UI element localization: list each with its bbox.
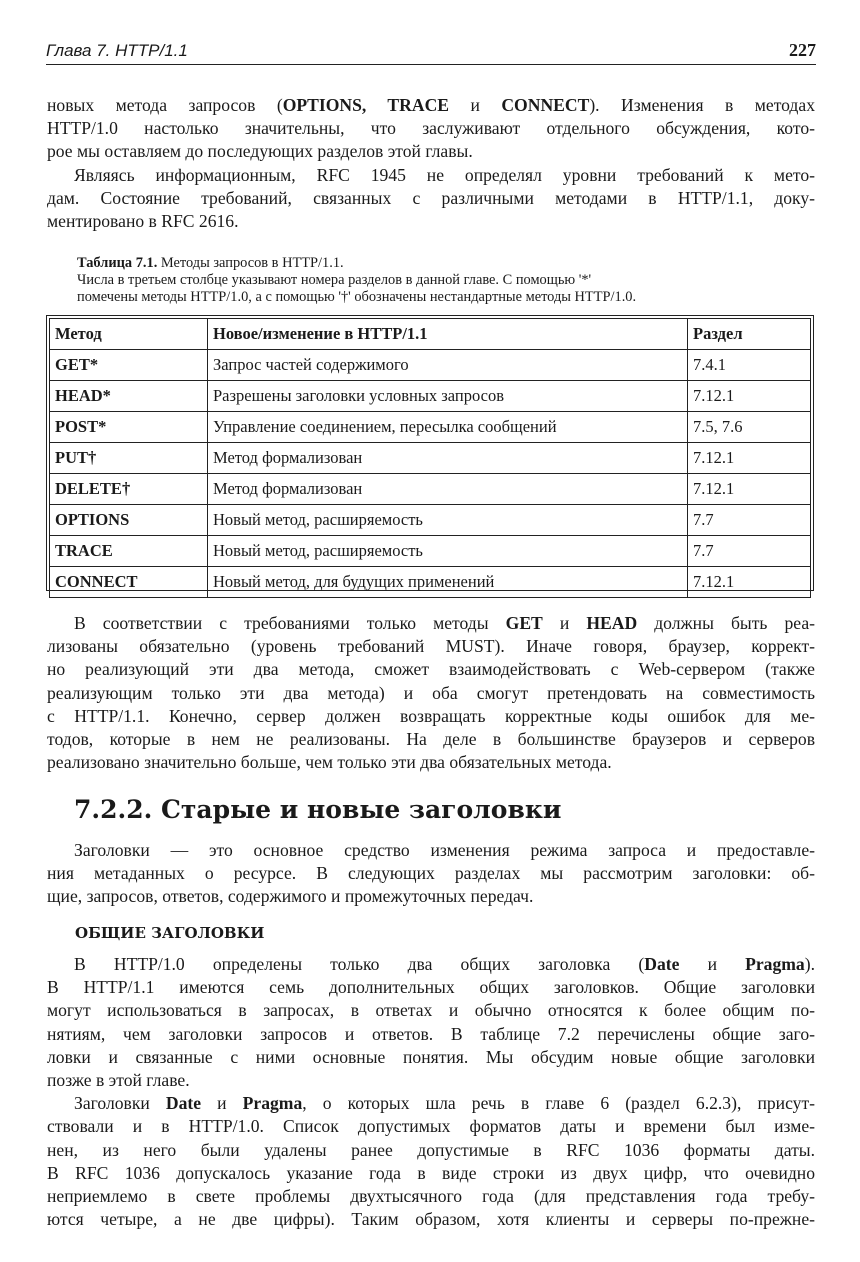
text-run: ). xyxy=(804,954,815,974)
bold-term: HEAD xyxy=(586,613,638,633)
text-run: В RFC 1036 допускалось указание года в виде строки из двух цифр, что очевидно xyxy=(47,1162,815,1183)
section-cell: 7.12.1 xyxy=(688,567,811,598)
chapter-title: Глава 7. HTTP/1.1 xyxy=(46,41,188,60)
header-section: Раздел xyxy=(688,319,811,350)
change-cell: Управление соединением, пересылка сообщений xyxy=(208,412,688,443)
text-run: тодов, которые в нем не реализованы. На деле в большинстве браузеров и серверов xyxy=(47,729,815,750)
change-cell: Разрешены заголовки условных запросов xyxy=(208,381,688,412)
text-line xyxy=(47,839,815,862)
text-run: могут использоваться в запросах, в ответах и обычно относятся к более общим по- xyxy=(47,1000,815,1021)
method-cell: GET* xyxy=(50,350,208,381)
text-line xyxy=(47,682,815,705)
change-cell: Новый метод, расширяемость xyxy=(208,505,688,536)
text-line xyxy=(47,862,815,885)
intro-paragraphs xyxy=(47,94,815,233)
text-run: дам. Состояние требований, связанных с различными методами в HTTP/1.1, доку- xyxy=(47,187,815,208)
text-run: реализующим только эти два метода) и оба смогут претендовать на совместимость xyxy=(47,682,815,703)
text-run: В HTTP/1.1 имеются семь дополнительных общих заголовков. Общие заголовки xyxy=(47,977,815,998)
text-run: ния метаданных о ресурсе. В следующих разделах мы рассмотрим заголовки: об- xyxy=(47,863,815,884)
method-cell: TRACE xyxy=(50,536,208,567)
table-row xyxy=(50,474,811,505)
text-run: Заголовки xyxy=(74,1093,166,1114)
text-line xyxy=(47,117,815,140)
section-cell: 7.7 xyxy=(688,536,811,567)
text-run: нен, из него были удалены ранее допустимые в RFC 1036 форматы даты. xyxy=(47,1139,815,1160)
section-cell: 7.12.1 xyxy=(688,443,811,474)
text-run: позже в этой главе. xyxy=(47,1070,190,1091)
text-line xyxy=(47,1139,815,1162)
section-cell: 7.5, 7.6 xyxy=(688,412,811,443)
text-run: Являясь информационным, RFC 1945 не определял уровни требований к мето- xyxy=(74,164,815,185)
text-line xyxy=(47,953,815,976)
text-run: и xyxy=(542,613,587,633)
table-row xyxy=(50,412,811,443)
bold-term: Pragma xyxy=(242,1093,303,1114)
change-cell: Новый метод, для будущих применений xyxy=(208,567,688,598)
methods-table xyxy=(49,318,811,598)
header-method: Метод xyxy=(50,319,208,350)
table-caption xyxy=(77,255,812,306)
method-cell: PUT† xyxy=(50,443,208,474)
text-line xyxy=(47,1092,815,1115)
bold-term: Pragma xyxy=(745,954,805,974)
text-line xyxy=(47,1046,815,1069)
text-line xyxy=(47,635,815,658)
text-run: и xyxy=(201,1093,243,1114)
text-run: HTTP/1.0 настолько значительны, что заслуживают отдельного обсуждения, кото- xyxy=(47,118,815,139)
table-row xyxy=(50,443,811,474)
text-run: нятиям, чем заголовки запросов и ответов. В таблице 7.2 перечислены общие заго- xyxy=(47,1023,815,1044)
text-line xyxy=(47,705,815,728)
section-cell: 7.12.1 xyxy=(688,381,811,412)
header-change: Новое/изменение в HTTP/1.1 xyxy=(208,319,688,350)
table-row xyxy=(50,350,811,381)
text-run: В HTTP/1.0 определены только два общих заголовка ( xyxy=(74,954,645,974)
bold-term: GET xyxy=(505,613,543,633)
text-line xyxy=(47,728,815,751)
text-line xyxy=(47,1208,815,1231)
section-cell: 7.7 xyxy=(688,505,811,536)
text-line xyxy=(47,1023,815,1046)
text-line xyxy=(47,140,815,163)
subsection-heading: ОБЩИЕ ЗАГОЛОВКИ xyxy=(75,924,265,942)
text-line xyxy=(47,187,815,210)
running-header xyxy=(46,36,816,65)
text-run: неприемлемо в свете проблемы двухтысячного года (для представления года требу- xyxy=(47,1186,815,1207)
table-caption-note-2: помечены методы HTTP/1.0, а с помощью '†' обозначены нестандартные методы HTTP/1.0. xyxy=(77,289,637,305)
table-row xyxy=(50,381,811,412)
text-line xyxy=(47,1115,815,1138)
text-run: должны быть реа- xyxy=(637,613,815,633)
section-heading: 7.2.2. Старые и новые заголовки xyxy=(74,795,562,824)
methods-table-frame xyxy=(46,315,814,591)
text-run: и xyxy=(679,954,746,974)
text-run: но реализующий эти два метода, сможет взаимодействовать с Web-сервером (также xyxy=(47,659,815,680)
text-run: ются четыре, а не две цифры). Таким образом, хотя клиенты и серверы по-прежне- xyxy=(47,1209,815,1230)
text-line xyxy=(47,1185,815,1208)
text-line xyxy=(47,164,815,187)
table-caption-title: Методы запросов в HTTP/1.1. xyxy=(157,255,344,271)
text-line xyxy=(47,1069,815,1092)
method-cell: CONNECT xyxy=(50,567,208,598)
requirements-paragraph xyxy=(47,612,815,774)
method-cell: HEAD* xyxy=(50,381,208,412)
text-run: реализовано значительно больше, чем только эти два обязательных метода. xyxy=(47,752,612,773)
table-header-row xyxy=(50,319,811,350)
method-cell: POST* xyxy=(50,412,208,443)
table-row xyxy=(50,536,811,567)
change-cell: Метод формализован xyxy=(208,443,688,474)
text-line xyxy=(47,1162,815,1185)
text-run: ). Изменения в методах xyxy=(589,95,815,115)
text-run: ловки и связанные с ними основные понятия. Мы обсудим новые общие заголовки xyxy=(47,1046,815,1067)
text-run: с HTTP/1.1. Конечно, сервер должен возвращать корректные коды ошибок для ме- xyxy=(47,705,815,726)
text-run: рое мы оставляем до последующих разделов этой главы. xyxy=(47,141,473,162)
text-line xyxy=(47,612,815,635)
text-run: ментировано в RFC 2616. xyxy=(47,211,239,232)
text-run: , о которых шла речь в главе 6 (раздел 6.2.3), присут- xyxy=(302,1093,815,1114)
text-line xyxy=(47,751,815,774)
text-run: В соответствии с требованиями только методы xyxy=(74,613,506,633)
table-row xyxy=(50,505,811,536)
change-cell: Метод формализован xyxy=(208,474,688,505)
text-line xyxy=(47,658,815,681)
general-headers-paragraphs xyxy=(47,953,815,1231)
section-cell: 7.4.1 xyxy=(688,350,811,381)
change-cell: Новый метод, расширяемость xyxy=(208,536,688,567)
text-line xyxy=(47,999,815,1022)
section-cell: 7.12.1 xyxy=(688,474,811,505)
text-run: и xyxy=(449,95,502,115)
bold-term: CONNECT xyxy=(501,95,590,115)
bold-term: Date xyxy=(165,1093,202,1114)
table-row xyxy=(50,567,811,598)
bold-term: OPTIONS, TRACE xyxy=(282,95,450,115)
change-cell: Запрос частей содержимого xyxy=(208,350,688,381)
text-line xyxy=(47,976,815,999)
text-line xyxy=(47,210,815,233)
bold-term: Date xyxy=(644,954,680,974)
text-line xyxy=(47,885,815,908)
text-run: лизованы обязательно (уровень требований MUST). Иначе говоря, браузер, коррект- xyxy=(47,636,815,657)
text-run: щие, запросов, ответов, содержимого и промежуточных передач. xyxy=(47,886,534,907)
text-run: ствовали и в HTTP/1.0. Список допустимых форматов даты и времени был изме- xyxy=(47,1116,815,1137)
text-line xyxy=(47,94,815,117)
page-number: 227 xyxy=(789,40,816,60)
text-run: Заголовки — это основное средство изменения режима запроса и предоставле- xyxy=(74,840,815,860)
table-caption-note-1: Числа в третьем столбце указывают номера разделов в данной главе. С помощью '*' xyxy=(77,272,592,288)
section-intro-paragraph xyxy=(47,839,815,909)
table-caption-label: Таблица 7.1. xyxy=(77,255,158,271)
text-run: новых метода запросов ( xyxy=(47,95,283,115)
method-cell: OPTIONS xyxy=(50,505,208,536)
method-cell: DELETE† xyxy=(50,474,208,505)
